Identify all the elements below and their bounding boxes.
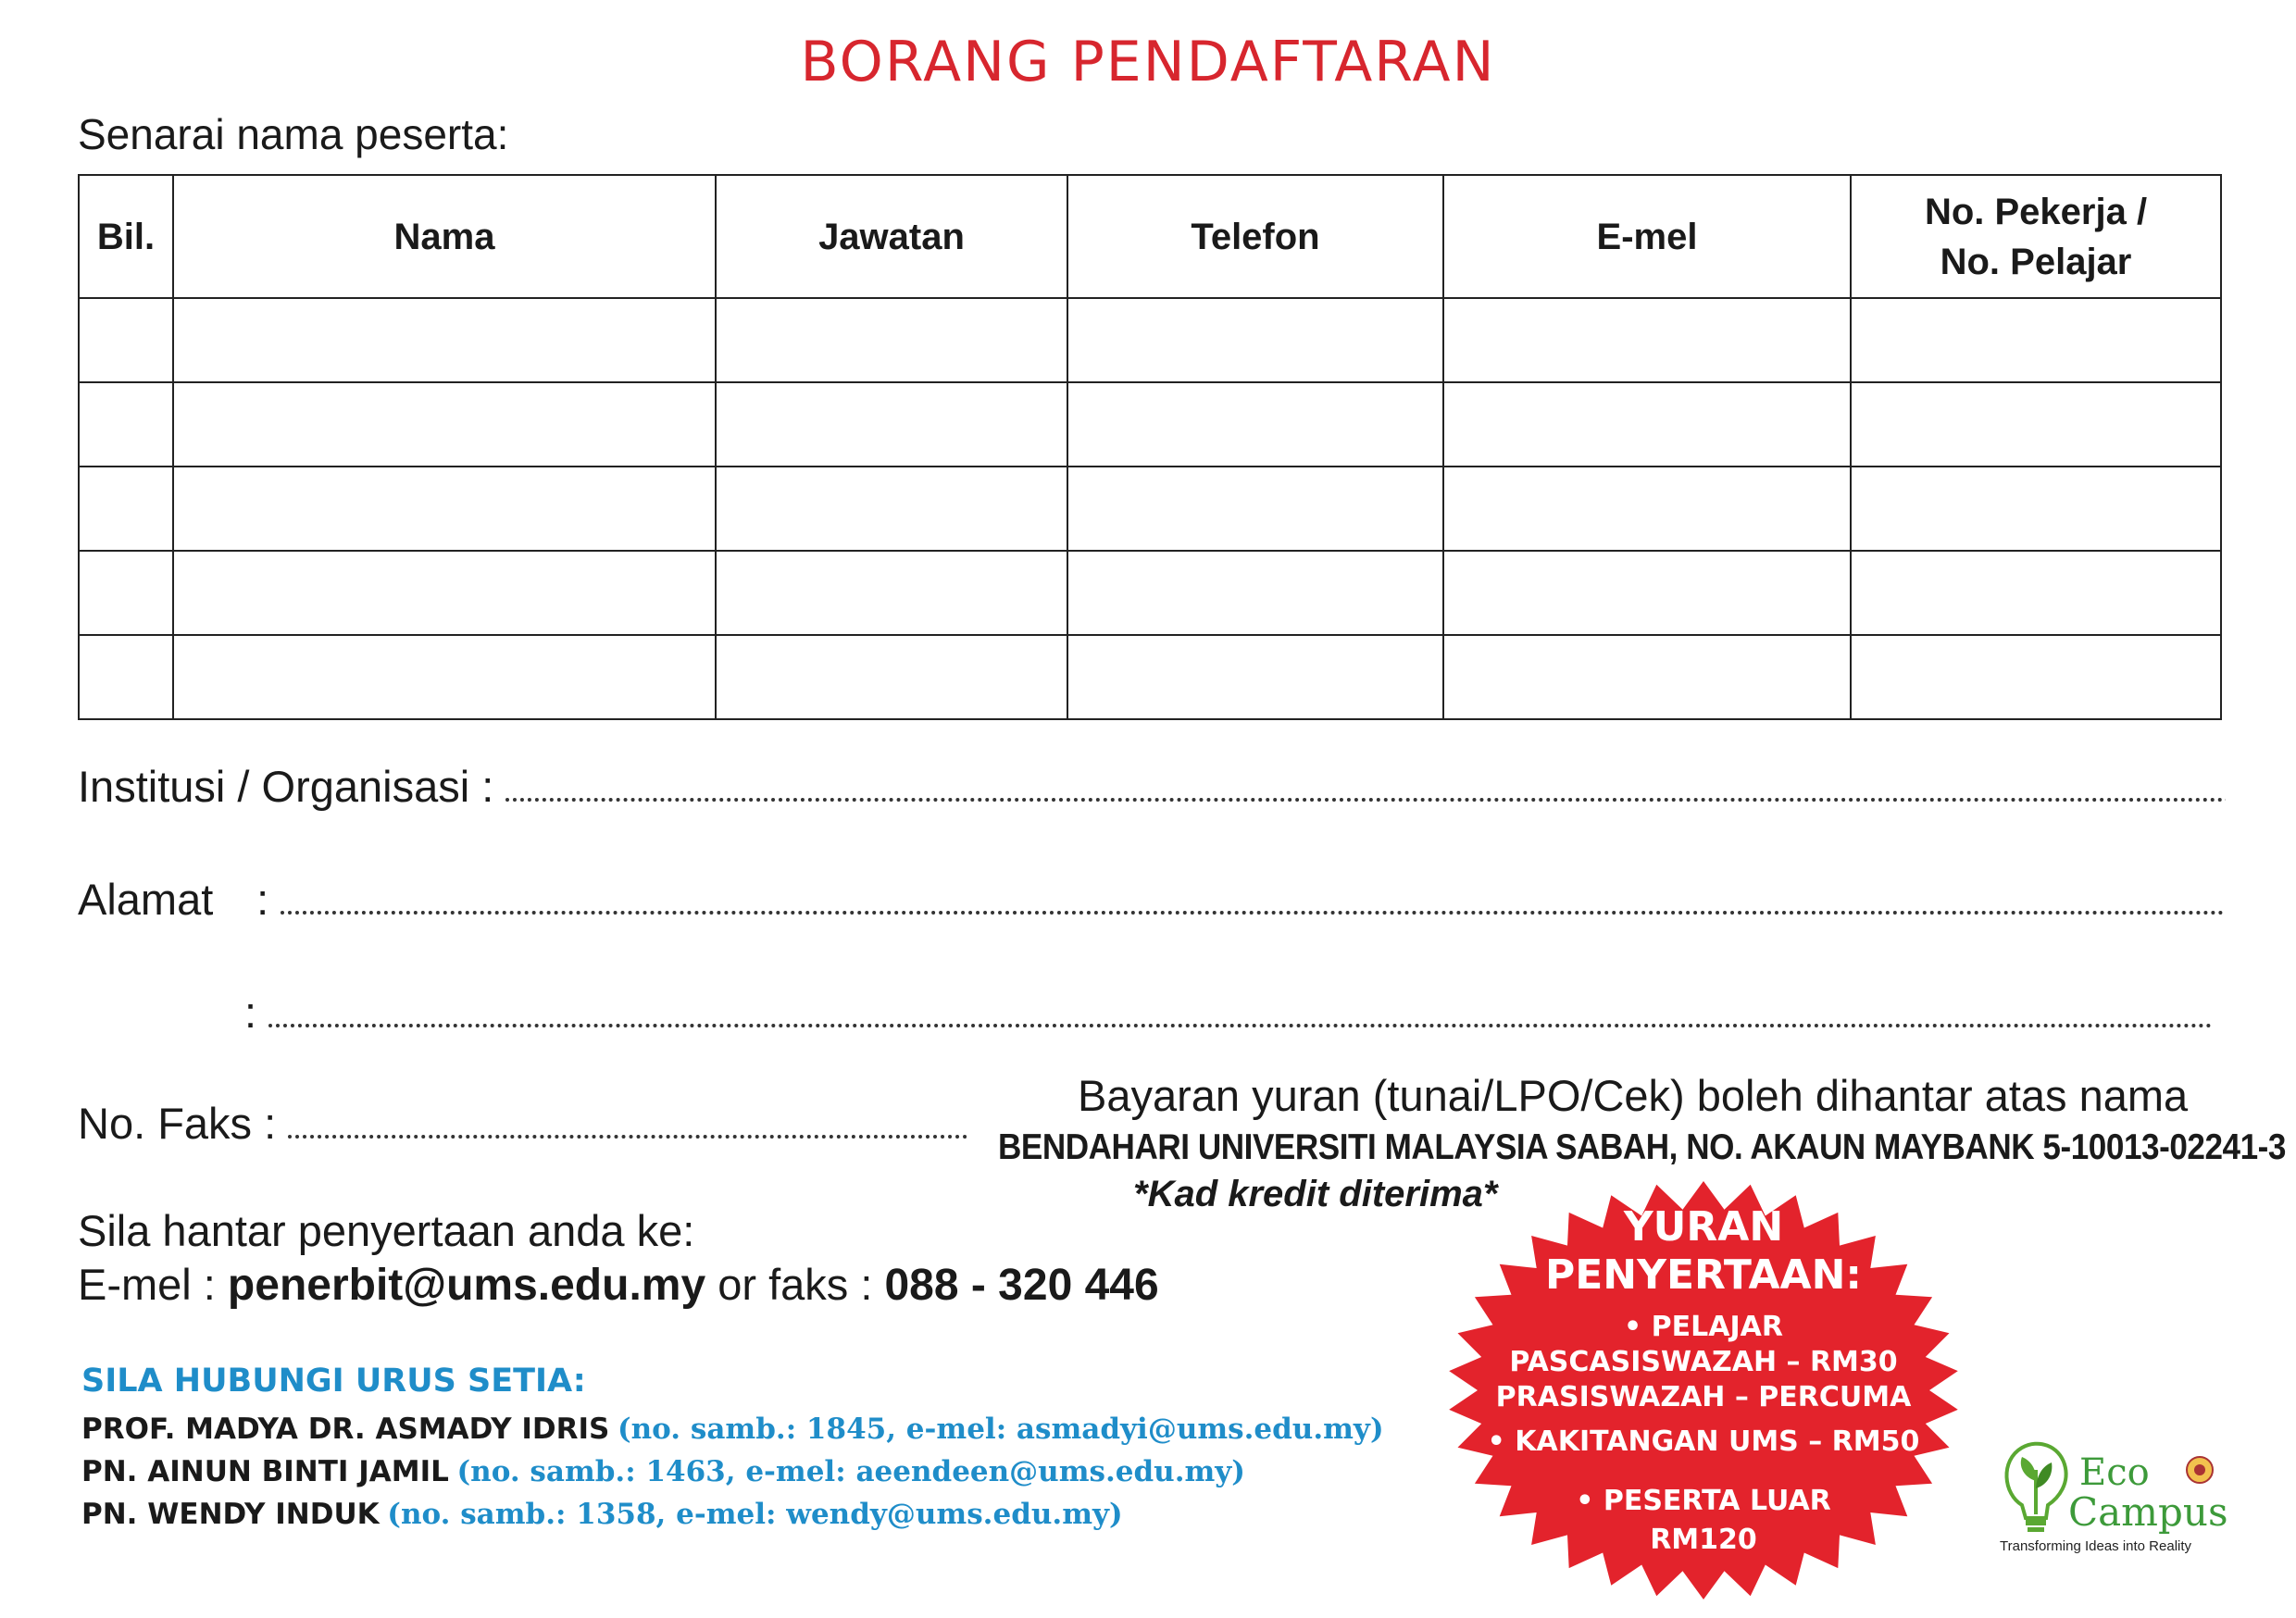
email-prefix: E-mel : xyxy=(78,1260,228,1309)
address-label: Alamat xyxy=(78,875,214,924)
address-colon-2: : xyxy=(244,988,257,1037)
institution-input-line[interactable] xyxy=(505,798,2226,802)
address-input-line-2[interactable] xyxy=(268,1024,2213,1027)
table-header-row xyxy=(79,175,2221,298)
institution-label: Institusi / Organisasi : xyxy=(78,762,494,811)
fee-line-6: RM120 xyxy=(1650,1524,1757,1556)
cell-emel[interactable] xyxy=(1443,551,1851,635)
cell-telefon[interactable] xyxy=(1067,551,1443,635)
cell-jawatan[interactable] xyxy=(716,551,1067,635)
table-row xyxy=(79,467,2221,551)
cell-telefon[interactable] xyxy=(1067,467,1443,551)
cell-nama[interactable] xyxy=(173,635,716,719)
logo-tagline: Transforming Ideas into Reality xyxy=(2000,1538,2192,1554)
header-no-pelajar: No. Pelajar xyxy=(1940,241,2132,282)
cell-emel[interactable] xyxy=(1443,382,1851,467)
cell-telefon[interactable] xyxy=(1067,382,1443,467)
participant-table xyxy=(78,174,2222,720)
cell-no-pekerja[interactable] xyxy=(1851,298,2221,382)
submission-line xyxy=(78,1259,1159,1311)
university-crest-icon xyxy=(2187,1457,2213,1483)
table-row xyxy=(79,635,2221,719)
cell-no-pekerja[interactable] xyxy=(1851,635,2221,719)
contact-name: PN. AINUN BINTI JAMIL xyxy=(81,1455,449,1488)
header-no-pekerja-pelajar xyxy=(1851,175,2221,298)
address-field xyxy=(78,874,2226,926)
cell-nama[interactable] xyxy=(173,551,716,635)
fax-input-line[interactable] xyxy=(288,1135,967,1139)
contact-detail: (no. samb.: 1845, e-mel: asmadyi@ums.edu.my) xyxy=(617,1413,1384,1446)
payment-note: *Kad kredit diterima* xyxy=(1133,1174,1498,1214)
address-field-2 xyxy=(244,987,2226,1039)
cell-nama[interactable] xyxy=(173,382,716,467)
contact-detail: (no. samb.: 1358, e-mel: wendy@ums.edu.my) xyxy=(387,1498,1123,1531)
table-row xyxy=(79,551,2221,635)
cell-bil[interactable] xyxy=(79,551,173,635)
cell-jawatan[interactable] xyxy=(716,635,1067,719)
table-row xyxy=(79,298,2221,382)
address-input-line-1[interactable] xyxy=(281,911,2225,915)
submission-email[interactable]: penerbit@ums.edu.my xyxy=(227,1261,706,1310)
contact-row xyxy=(81,1498,1123,1531)
cell-telefon[interactable] xyxy=(1067,635,1443,719)
or-fax-text: or faks : xyxy=(705,1260,885,1309)
cell-bil[interactable] xyxy=(79,382,173,467)
logo-word-eco: Eco xyxy=(2079,1451,2150,1494)
fee-line-5: • PESERTA LUAR xyxy=(1576,1485,1831,1517)
fee-line-3: PRASISWAZAH – PERCUMA xyxy=(1495,1381,1912,1413)
header-emel: E-mel xyxy=(1443,175,1851,298)
contact-name: PN. WENDY INDUK xyxy=(81,1498,380,1531)
cell-no-pekerja[interactable] xyxy=(1851,382,2221,467)
contact-row xyxy=(81,1455,1245,1488)
contact-row xyxy=(81,1413,1384,1446)
payment-intro: Bayaran yuran (tunai/LPO/Cek) boleh dihantar atas nama xyxy=(1078,1071,2189,1120)
header-nama: Nama xyxy=(173,175,716,298)
fee-line-4: • KAKITANGAN UMS – RM50 xyxy=(1487,1425,1920,1458)
cell-nama[interactable] xyxy=(173,467,716,551)
fax-label: No. Faks : xyxy=(78,1099,277,1148)
address-colon: : xyxy=(256,875,269,924)
fee-title-2: PENYERTAAN: xyxy=(1544,1251,1863,1299)
cell-telefon[interactable] xyxy=(1067,298,1443,382)
cell-bil[interactable] xyxy=(79,467,173,551)
header-jawatan: Jawatan xyxy=(716,175,1067,298)
cell-bil[interactable] xyxy=(79,635,173,719)
cell-bil[interactable] xyxy=(79,298,173,382)
logo-word-campus: Campus xyxy=(2068,1489,2228,1535)
submission-label: Sila hantar penyertaan anda ke: xyxy=(78,1206,695,1255)
fee-line-1: • PELAJAR xyxy=(1624,1311,1783,1343)
fee-line-2: PASCASISWAZAH – RM30 xyxy=(1509,1346,1898,1378)
fax-field xyxy=(78,1098,967,1150)
contact-detail: (no. samb.: 1463, e-mel: aeendeen@ums.edu.my) xyxy=(456,1455,1245,1488)
submission-fax: 088 - 320 446 xyxy=(884,1261,1159,1310)
participant-list-label: Senarai nama peserta: xyxy=(78,110,509,158)
cell-no-pekerja[interactable] xyxy=(1851,551,2221,635)
form-title: BORANG PENDAFTARAN xyxy=(800,30,1496,94)
cell-no-pekerja[interactable] xyxy=(1851,467,2221,551)
cell-jawatan[interactable] xyxy=(716,298,1067,382)
institution-field xyxy=(78,761,2226,813)
lightbulb-leaf-icon xyxy=(2006,1444,2065,1532)
cell-nama[interactable] xyxy=(173,298,716,382)
payment-account: BENDAHARI UNIVERSITI MALAYSIA SABAH, NO. AKAUN MAYBANK 5-10013-02241-3 xyxy=(998,1127,2287,1167)
header-no-pekerja: No. Pekerja / xyxy=(1924,191,2148,232)
cell-jawatan[interactable] xyxy=(716,382,1067,467)
cell-emel[interactable] xyxy=(1443,298,1851,382)
fee-title-1: YURAN xyxy=(1623,1203,1784,1251)
contact-title: SILA HUBUNGI URUS SETIA: xyxy=(81,1363,586,1400)
cell-emel[interactable] xyxy=(1443,635,1851,719)
header-bil: Bil. xyxy=(79,175,173,298)
cell-emel[interactable] xyxy=(1443,467,1851,551)
table-row xyxy=(79,382,2221,467)
contact-name: PROF. MADYA DR. ASMADY IDRIS xyxy=(81,1413,610,1446)
header-telefon: Telefon xyxy=(1067,175,1443,298)
cell-jawatan[interactable] xyxy=(716,467,1067,551)
